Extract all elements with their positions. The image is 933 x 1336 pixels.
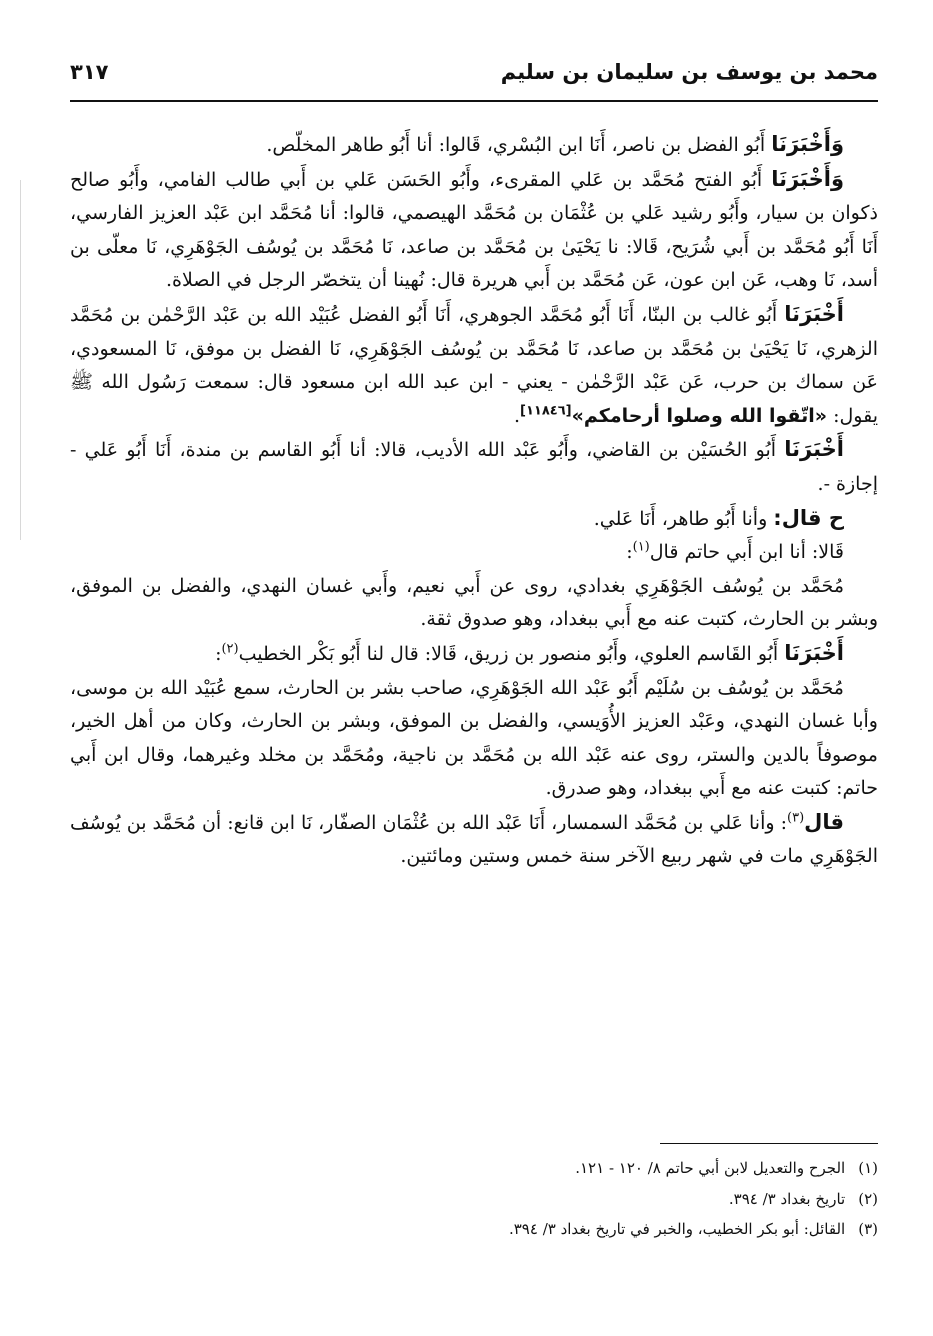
- isnad-keyword: وَأَخْبَرَنَا: [771, 166, 844, 191]
- footnote-number: (١): [858, 1159, 878, 1177]
- paragraph-text: مُحَمَّد بن يُوسُف الجَوْهَرِي بغدادي، روى عن أَبي نعيم، وأَبي غسان النهدي، والفضل بن الموفق، وبشر بن الحارث، كتبت عنه مع أَبي ببغداد، وهو صدوق ثقة.: [70, 574, 878, 631]
- paragraph-text: أَبُو الفضل بن ناصر، أَنَا ابن البُسْري، قَالوا: أنا أَبُو طاهر المخلّص.: [266, 134, 772, 156]
- footnote-1: [70, 1153, 878, 1184]
- page-number: ٣١٧: [70, 60, 109, 84]
- footnotes: [70, 1153, 878, 1245]
- hadith-number: [١١٨٤٦]: [520, 403, 572, 419]
- footnote-marker: (٣): [787, 810, 805, 826]
- isnad-keyword: أَخْبَرَنَا: [784, 437, 844, 462]
- paragraph-9: [70, 672, 878, 806]
- footnote-2: [70, 1184, 878, 1215]
- footnote-text: الجرح والتعديل لابن أبي حاتم ٨/ ١٢٠ - ١٢١.: [575, 1159, 846, 1177]
- paragraph-3: [70, 298, 878, 433]
- hadith-text: «اتّقوا الله وصلوا أرحامكم»: [571, 404, 828, 427]
- footnote-separator: [660, 1143, 878, 1144]
- paragraph-text: أَبُو غالب بن البنّا، أَنَا أَبُو مُحَمَّد الجوهري، أَنَا أَبُو الفضل عُبَيْد الله بن عَبْد الرَّحْمٰن بن مُحَمَّد الزهري، نَا يَحْيَىٰ بن مُحَمَّد بن صاعد، نَا مُحَمَّد بن يُوسُف الجَوْهَرِي، نَا الفضل بن موفق، نَا المسعودي، عَن سماك بن حرب، عَن عَبْد الرَّحْمٰن - يعني - ابن عبد الله ابن مسعود قال: سمعت رَسُول الله ﷺ يقول:: [70, 303, 878, 427]
- footnote-marker: (١): [632, 539, 650, 555]
- paragraph-text: مُحَمَّد بن يُوسُف بن سُلَيْم أَبُو عَبْد الله الجَوْهَرِي، صاحب بشر بن الحارث، سمع عُبَيْد الله بن موسى، وأبا غسان النهدي، وعَبْد العزيز الأُوَيسي، والفضل بن الموفق، وبشر بن الحارث، وكان من أهل الخير، موصوفاً بالدين والستر، روى عنه عَبْد الله بن مُحَمَّد بن ناجية، ومُحَمَّد بن مخلد وغيرهما، وقال ابن أَبي حاتم: كتبت عنه مع أَبي ببغداد، وهو صدرق.: [70, 676, 878, 800]
- paragraph-end: :: [215, 642, 222, 665]
- footnote-marker: (٢): [221, 641, 239, 657]
- footnote-number: (٣): [858, 1220, 878, 1238]
- paragraph-end: :: [626, 541, 633, 564]
- paragraph-text: : وأنا عَلي بن مُحَمَّد السمسار، أَنَا عَبْد الله بن عُثْمَان الصفّار، نَا ابن قانع: أن مُحَمَّد بن يُوسُف الجَوْهَرِي مات في شهر ربيع الآخر سنة خمس وستين ومائتين.: [70, 811, 878, 868]
- isnad-keyword: أَخْبَرَنَا: [784, 301, 844, 326]
- paragraph-4: [70, 433, 878, 501]
- footnote-text: القائل: أبو بكر الخطيب، والخبر في تاريخ بغداد ٣/ ٣٩٤.: [508, 1220, 846, 1238]
- paragraph-text: أَبُو القَاسم العلوي، وأَبُو منصور بن زريق، قَالا: قال لنا أَبُو بَكْر الخطيب: [238, 642, 785, 665]
- header-rule: [70, 100, 878, 102]
- paragraph-6: [70, 536, 878, 570]
- paragraph-text: أَبُو الحُسَيْن بن القاضي، وأَبُو عَبْد الله الأديب، قالا: أنا أَبُو القاسم بن مندة، أَنَا أَبُو عَلي - إجازة -.: [70, 439, 878, 495]
- qala-keyword: قال: [804, 809, 844, 834]
- main-text: [70, 128, 878, 874]
- paragraph-10: [70, 806, 878, 874]
- isnad-keyword: وَأَخْبَرَنَا: [771, 132, 844, 156]
- footnote-number: (٢): [858, 1189, 878, 1208]
- tahwil-keyword: ح قال:: [773, 505, 844, 530]
- paragraph-text: وأنا أَبُو طاهر، أَنَا عَلي.: [593, 507, 774, 530]
- paragraph-text: قَالا: أنا ابن أَبي حاتم قال: [649, 541, 844, 564]
- running-head-title: محمد بن يوسف بن سليمان بن سليم: [500, 60, 878, 84]
- paragraph-end: .: [513, 404, 521, 427]
- isnad-keyword: أَخْبَرَنَا: [784, 640, 844, 665]
- paragraph-text: أَبُو الفتح مُحَمَّد بن عَلي المقرىء، وأَبُو الحَسَن عَلي بن أَبي طالب الفامي، وأَبُو صالح ذكوان بن سيار، وأَبُو رشيد عَلي بن عُثْمَان بن مُحَمَّد الهيصمي، قالوا: أنا مُحَمَّد ابن عَبْد العزيز الفارسي، أَنَا أَبُو مُحَمَّد بن أَبي شُرَيح، قَالا: نا يَحْيَىٰ بن مُحَمَّد بن صاعد، نَا مُحَمَّد بن يُوسُف الجَوْهَرِي، نَا معلّى بن أسد، نَا وهب، عَن ابن عون، عَن مُحَمَّد بن أَبي هريرة قال: نُهينا أن يتخصّر الرجل في الصلاة.: [70, 168, 878, 292]
- margin-mark: [20, 180, 21, 540]
- paragraph-1: [70, 128, 878, 163]
- footnote-text: تاريخ بغداد ٣/ ٣٩٤.: [728, 1189, 846, 1208]
- paragraph-7: [70, 570, 878, 637]
- paragraph-2: [70, 163, 878, 298]
- footnote-3: [70, 1214, 878, 1245]
- paragraph-5: [70, 502, 878, 537]
- running-head: [70, 58, 878, 98]
- paragraph-8: [70, 637, 878, 672]
